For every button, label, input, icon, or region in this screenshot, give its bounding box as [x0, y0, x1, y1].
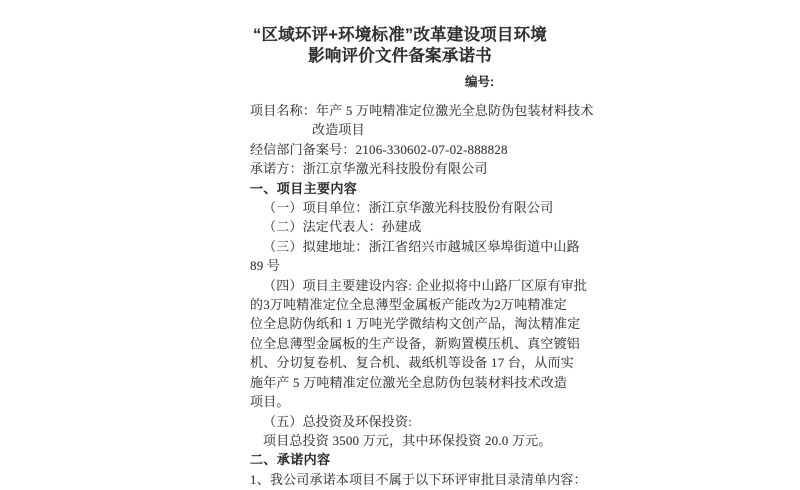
document-title-line2: 影响评价文件备案承诺书 — [308, 47, 492, 65]
document-body — [250, 101, 594, 489]
item-legal-representative: （二）法定代表人：孙建成 — [263, 219, 422, 235]
item-construction-content-cont-6: 项目。 — [250, 394, 290, 410]
field-project-name: 项目名称：年产 5 万吨精准定位激光全息防伪包装材料技术 — [250, 103, 594, 118]
field-record-number: 经信部门备案号：2106-330602-07-02-888828 — [250, 141, 508, 157]
item-proposed-address-cont: 89 号 — [250, 258, 281, 274]
item-investment-heading: （五）总投资及环保投资: — [263, 413, 413, 429]
item-construction-content-cont-1: 的3万吨精准定位全息薄型金属板产能改为2万吨精准定 — [250, 297, 568, 313]
item-construction-content: （四）项目主要建设内容: 企业拟将中山路厂区原有审批 — [263, 277, 588, 293]
item-proposed-address: （三）拟建地址：浙江省绍兴市越城区皋埠街道中山路 — [263, 238, 580, 254]
field-promisor: 承诺方：浙江京华激光科技股份有限公司 — [250, 161, 488, 177]
item-construction-content-cont-5: 施年产 5 万吨精准定位激光全息防伪包装材料技术改造 — [250, 374, 568, 390]
commitment-item-1: 1、我公司承诺本项目不属于以下环评审批目录清单内容： — [250, 471, 587, 487]
item-construction-content-cont-4: 机、分切复卷机、复合机、裁纸机等设备 17 台，从而实 — [250, 355, 574, 371]
field-project-name-cont: 改造项目 — [312, 122, 365, 138]
item-construction-content-cont-3: 位全息薄型金属板的生产设备，新购置模压机、真空镀铝 — [250, 335, 581, 351]
item-investment-detail: 项目总投资 3500 万元，其中环保投资 20.0 万元。 — [263, 432, 552, 448]
document-title-line1: “区域环评+环境标准”改革建设项目环境 — [253, 26, 547, 44]
section-heading-commitment: 二、承诺内容 — [250, 452, 331, 468]
document-title — [0, 25, 800, 67]
item-project-unit: （一）项目单位：浙江京华激光科技股份有限公司 — [263, 200, 554, 216]
section-heading-main-content: 一、项目主要内容 — [250, 180, 358, 196]
item-construction-content-cont-2: 位全息防伪纸和 1 万吨光学微结构文创产品，淘汰精准定 — [250, 316, 581, 332]
serial-number-label: 编号: — [465, 75, 495, 89]
